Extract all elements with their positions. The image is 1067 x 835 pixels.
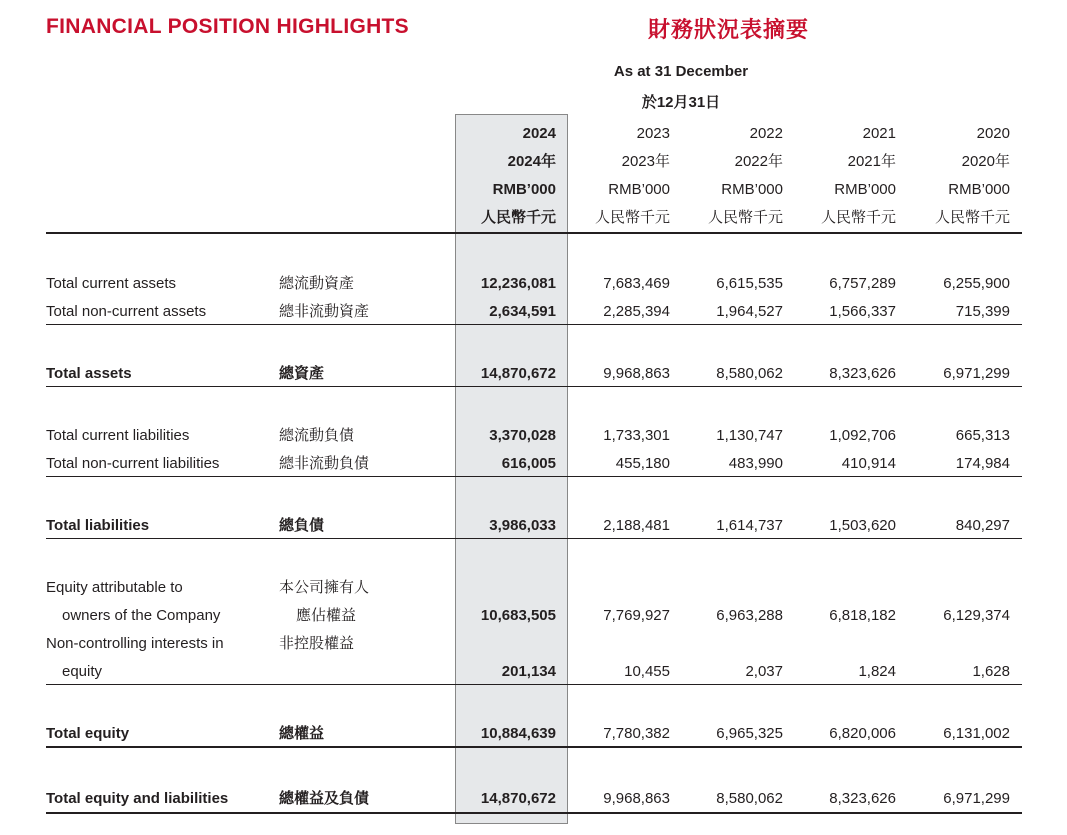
value-2023: 7,683,469 bbox=[603, 275, 670, 292]
year-label-chinese: 2022年 bbox=[734, 153, 783, 170]
value-2023: 1,733,301 bbox=[603, 427, 670, 444]
value-2020: 6,131,002 bbox=[943, 725, 1010, 742]
value-2020: 665,313 bbox=[955, 427, 1010, 444]
unit-label-chinese: 人民幣千元 bbox=[934, 209, 1010, 226]
value-2023: 455,180 bbox=[615, 455, 670, 472]
year-label: 2024 bbox=[522, 125, 556, 142]
unit-label: RMB’000 bbox=[721, 181, 783, 198]
value-2020: 1,628 bbox=[972, 663, 1010, 680]
value-2024: 616,005 bbox=[501, 455, 556, 472]
value-2021: 1,092,706 bbox=[829, 427, 896, 444]
row-label: Total current assets bbox=[46, 275, 177, 292]
value-2024: 2,634,591 bbox=[489, 303, 556, 320]
row-label-chinese: 總權益 bbox=[279, 725, 325, 742]
row-label-chinese: 非控股權益 bbox=[279, 635, 355, 652]
row-label-chinese-line-2: 應佔權益 bbox=[296, 607, 357, 624]
value-2023: 9,968,863 bbox=[603, 365, 670, 382]
year-label-chinese: 2021年 bbox=[847, 153, 896, 170]
value-2021: 6,818,182 bbox=[829, 607, 896, 624]
row-label-chinese: 總資產 bbox=[279, 365, 325, 382]
value-2023: 2,285,394 bbox=[603, 303, 670, 320]
row-label-chinese: 總流動資產 bbox=[279, 275, 355, 292]
row-label: Total non-current liabilities bbox=[46, 455, 220, 472]
row-label: Total equity and liabilities bbox=[46, 790, 229, 807]
unit-label-chinese: 人民幣千元 bbox=[820, 209, 896, 226]
value-2021: 8,323,626 bbox=[829, 790, 896, 807]
row-label: Total current liabilities bbox=[46, 427, 190, 444]
value-2022: 1,130,747 bbox=[716, 427, 783, 444]
row-label-line-1: Equity attributable to bbox=[46, 579, 183, 596]
row-divider bbox=[46, 746, 1022, 748]
value-2021: 6,820,006 bbox=[829, 725, 896, 742]
value-2023: 7,780,382 bbox=[603, 725, 670, 742]
value-2023: 2,188,481 bbox=[603, 517, 670, 534]
row-label-chinese-line-1: 本公司擁有人 bbox=[279, 579, 370, 596]
value-2021: 1,503,620 bbox=[829, 517, 896, 534]
value-2021: 1,566,337 bbox=[829, 303, 896, 320]
row-label-line-2: equity bbox=[62, 663, 103, 680]
value-2022: 6,963,288 bbox=[716, 607, 783, 624]
row-label-chinese: 總非流動資產 bbox=[279, 303, 370, 320]
value-2020: 174,984 bbox=[955, 455, 1010, 472]
row-label-chinese: 總權益及負債 bbox=[279, 790, 370, 807]
unit-label: RMB’000 bbox=[608, 181, 670, 198]
value-2023: 9,968,863 bbox=[603, 790, 670, 807]
value-2021: 6,757,289 bbox=[829, 275, 896, 292]
value-2024: 3,370,028 bbox=[489, 427, 556, 444]
value-2020: 6,971,299 bbox=[943, 790, 1010, 807]
page-title: FINANCIAL POSITION HIGHLIGHTS bbox=[46, 15, 409, 38]
unit-label: RMB’000 bbox=[948, 181, 1010, 198]
unit-label: RMB’000 bbox=[492, 181, 556, 198]
year-label: 2022 bbox=[749, 125, 783, 142]
value-2022: 6,965,325 bbox=[716, 725, 783, 742]
value-2024: 14,870,672 bbox=[480, 790, 556, 807]
value-2022: 8,580,062 bbox=[716, 365, 783, 382]
value-2024: 12,236,081 bbox=[480, 275, 556, 292]
value-2021: 8,323,626 bbox=[829, 365, 896, 382]
row-label-line-2: owners of the Company bbox=[62, 607, 221, 624]
value-2022: 1,964,527 bbox=[716, 303, 783, 320]
row-label-line-1: Non-controlling interests in bbox=[46, 635, 224, 652]
row-label: Total equity bbox=[46, 725, 130, 742]
header-divider bbox=[46, 232, 1022, 234]
value-2024: 10,884,639 bbox=[480, 725, 556, 742]
value-2021: 410,914 bbox=[841, 455, 896, 472]
page-title-chinese: 財務狀況表摘要 bbox=[648, 17, 810, 42]
row-divider bbox=[46, 538, 1022, 539]
row-label: Total non-current assets bbox=[46, 303, 207, 320]
as-at-label-chinese: 於12月31日 bbox=[641, 94, 721, 111]
unit-label-chinese: 人民幣千元 bbox=[480, 209, 556, 226]
value-2023: 10,455 bbox=[624, 663, 670, 680]
value-2022: 6,615,535 bbox=[716, 275, 783, 292]
year-label-chinese: 2023年 bbox=[621, 153, 670, 170]
value-2022: 2,037 bbox=[745, 663, 783, 680]
value-2023: 7,769,927 bbox=[603, 607, 670, 624]
year-label: 2020 bbox=[976, 125, 1010, 142]
year-label-chinese: 2020年 bbox=[961, 153, 1010, 170]
row-divider bbox=[46, 684, 1022, 685]
year-label: 2023 bbox=[636, 125, 670, 142]
value-2022: 8,580,062 bbox=[716, 790, 783, 807]
unit-label-chinese: 人民幣千元 bbox=[707, 209, 783, 226]
value-2021: 1,824 bbox=[858, 663, 896, 680]
value-2020: 715,399 bbox=[955, 303, 1010, 320]
unit-label-chinese: 人民幣千元 bbox=[594, 209, 670, 226]
value-2024: 201,134 bbox=[501, 663, 556, 680]
row-divider bbox=[46, 386, 1022, 387]
year-label: 2021 bbox=[862, 125, 896, 142]
value-2024: 3,986,033 bbox=[489, 517, 556, 534]
row-divider bbox=[46, 476, 1022, 477]
year-label-chinese: 2024年 bbox=[507, 153, 556, 170]
as-at-label: As at 31 December bbox=[613, 63, 749, 80]
value-2024: 10,683,505 bbox=[480, 607, 556, 624]
value-2020: 6,129,374 bbox=[943, 607, 1010, 624]
value-2024: 14,870,672 bbox=[480, 365, 556, 382]
value-2020: 840,297 bbox=[955, 517, 1010, 534]
row-label-chinese: 總流動負債 bbox=[279, 427, 355, 444]
row-divider bbox=[46, 324, 1022, 325]
value-2022: 483,990 bbox=[728, 455, 783, 472]
unit-label: RMB’000 bbox=[834, 181, 896, 198]
row-label: Total assets bbox=[46, 365, 132, 382]
value-2022: 1,614,737 bbox=[716, 517, 783, 534]
value-2020: 6,971,299 bbox=[943, 365, 1010, 382]
row-label-chinese: 總負債 bbox=[279, 517, 325, 534]
row-label: Total liabilities bbox=[46, 517, 150, 534]
value-2020: 6,255,900 bbox=[943, 275, 1010, 292]
row-label-chinese: 總非流動負債 bbox=[279, 455, 370, 472]
table-bottom-rule bbox=[46, 812, 1022, 814]
